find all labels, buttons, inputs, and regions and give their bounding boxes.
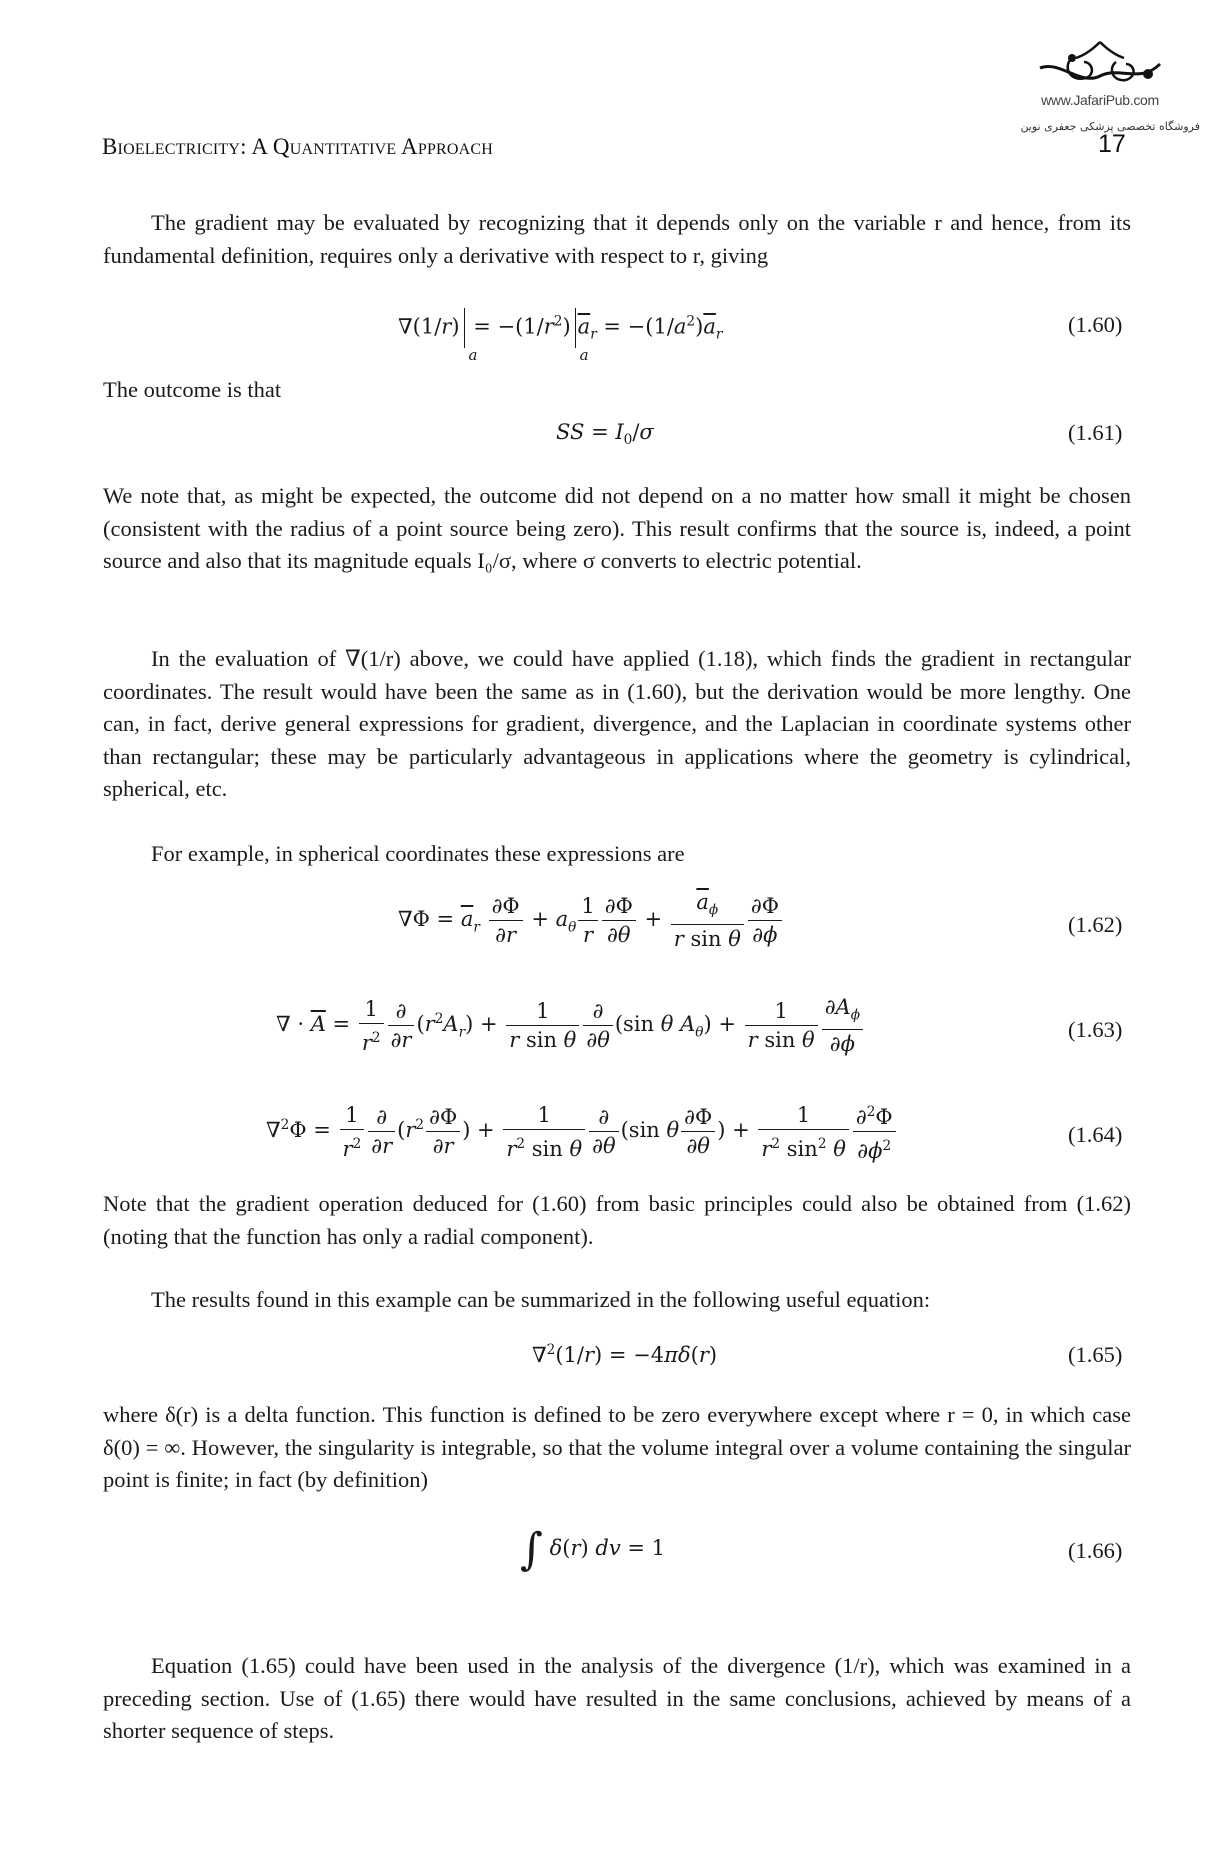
paragraph-1: The gradient may be evaluated by recognizing that it depends only on the variable r and hence, from its fundamental definition, requires only a derivative with respect to r, giving [103,210,1131,268]
equation-1-64 [0,1098,1221,1178]
paragraph-7: The results found in this example can be summarized in the following useful equation: [151,1287,931,1312]
equation-body: ∇ · $\overline{A}$ = $\frac{1}{r^2}$ $\frac{\partial}{\partial r}$ $(r^2A_r)$ + $\frac{1}{\text{r sin θ}}$ $\frac{\partial}{\partial\theta}$ (sin θ $A_\theta$) + $\frac{1}{\text{r sin θ}}$ $\frac{\partial A_\phi}{\partial\phi}$ [276,993,865,1058]
equation-number: (1.62) [1068,912,1123,937]
equation-1-62 [0,888,1221,968]
paragraph-2: The outcome is that [103,377,282,402]
paragraph-9: Equation (1.65) could have been used in the analysis of the divergence (1/r), which was examined in a preceding section. Use of (1.65) there would have resulted in the same conclusions, achieved by means of a shorter sequence of steps. [103,1653,1131,1743]
page-number: 17 [1098,130,1126,158]
jafari-calligraphy-logo-icon [1030,38,1170,90]
equation-1-63 [0,993,1221,1073]
paragraph-4: In the evaluation of ∇(1/r) above, we could have applied (1.18), which finds the gradient in rectangular coordinates. The result would have been the same as in (1.60), but the derivation would be more lengthy. One can, in fact, derive general expressions for gradient, divergence, and the Laplacian in coordinate systems other than rectangular; these may be particularly advantageous in applications where the geometry is cylindrical, spherical, etc. [103,646,1131,801]
paragraph-8: where δ(r) is a delta function. This function is defined to be zero everywhere except where r = 0, in which case δ(0) = ∞. However, the singularity is integrable, so that the volume integral over a volume containing the singular point is finite; in fact (by definition) [103,1402,1131,1492]
publisher-logo [1010,38,1190,128]
equation-body: ∇(1/r) a = $-(1/r^2)$ a $\overline{a}_r = -(1/a^2)\overline{a}_r$ [398,308,722,348]
equation-number: (1.65) [1068,1342,1123,1367]
equation-number: (1.61) [1068,420,1123,445]
equation-1-65 [0,1340,1221,1376]
equation-number: (1.66) [1068,1538,1123,1563]
equation-body: ∇$^2$Φ = $\frac{1}{r^2}$ $\frac{\partial}{\partial r}$ ($r^2$ $\frac{\partial\Phi}{\partial r}$ ) + $\frac{1}{r^2 \sin \theta}$ $\frac{\partial}{\partial\theta}$ (sin θ $\frac{\partial\Phi}{\partial\theta}$ ) + $\frac{1}{r^2 \sin^2 \theta}$ $\frac{\partial^2\Phi}{\partial\phi^2}$ [266,1098,898,1165]
equation-body: SS = $I_0/\sigma$ [556,420,654,449]
equation-body: ∫ δ(r) dv = 1 [520,1524,666,1575]
equation-1-66 [0,1524,1221,1584]
equation-number: (1.63) [1068,1017,1123,1042]
paragraph-6: Note that the gradient operation deduced for (1.60) from basic principles could also be obtained from (1.62) (noting that the function has only a radial component). [103,1191,1131,1249]
watermark-url: www.JafariPub.com [1041,92,1159,108]
equation-body: ∇$^2$(1/r) = −4πδ(r) [532,1342,718,1367]
equation-number: (1.60) [1068,312,1123,337]
paragraph-3: We note that, as might be expected, the outcome did not depend on a no matter how small it might be chosen (consistent with the radius of a point source being zero). This result confirms that the source is, indeed, a point source and also that its magnitude equals I₀/σ, where σ converts to electric potential. [103,483,1131,573]
running-title: Bioelectricity: A Quantitative Approach [102,134,494,159]
equation-1-61 [0,416,1221,452]
equation-1-60 [0,300,1221,364]
paragraph-5: For example, in spherical coordinates these expressions are [151,841,685,866]
equation-number: (1.64) [1068,1122,1123,1147]
equation-body: $\nabla\Phi = \overline{a}_r$ $\frac{\partial\Phi}{\partial r}$ + $a_\theta$ $\frac{1}{r}$ $\frac{\partial\Phi}{\partial\theta}$ + $\frac{\overline{a}_\phi}{\text{r sin θ}}$ $\frac{\partial\Phi}{\partial\phi}$ [398,888,784,953]
watermark-persian-text: فروشگاه تخصصی پزشکی جعفری نوین [1020,120,1200,133]
